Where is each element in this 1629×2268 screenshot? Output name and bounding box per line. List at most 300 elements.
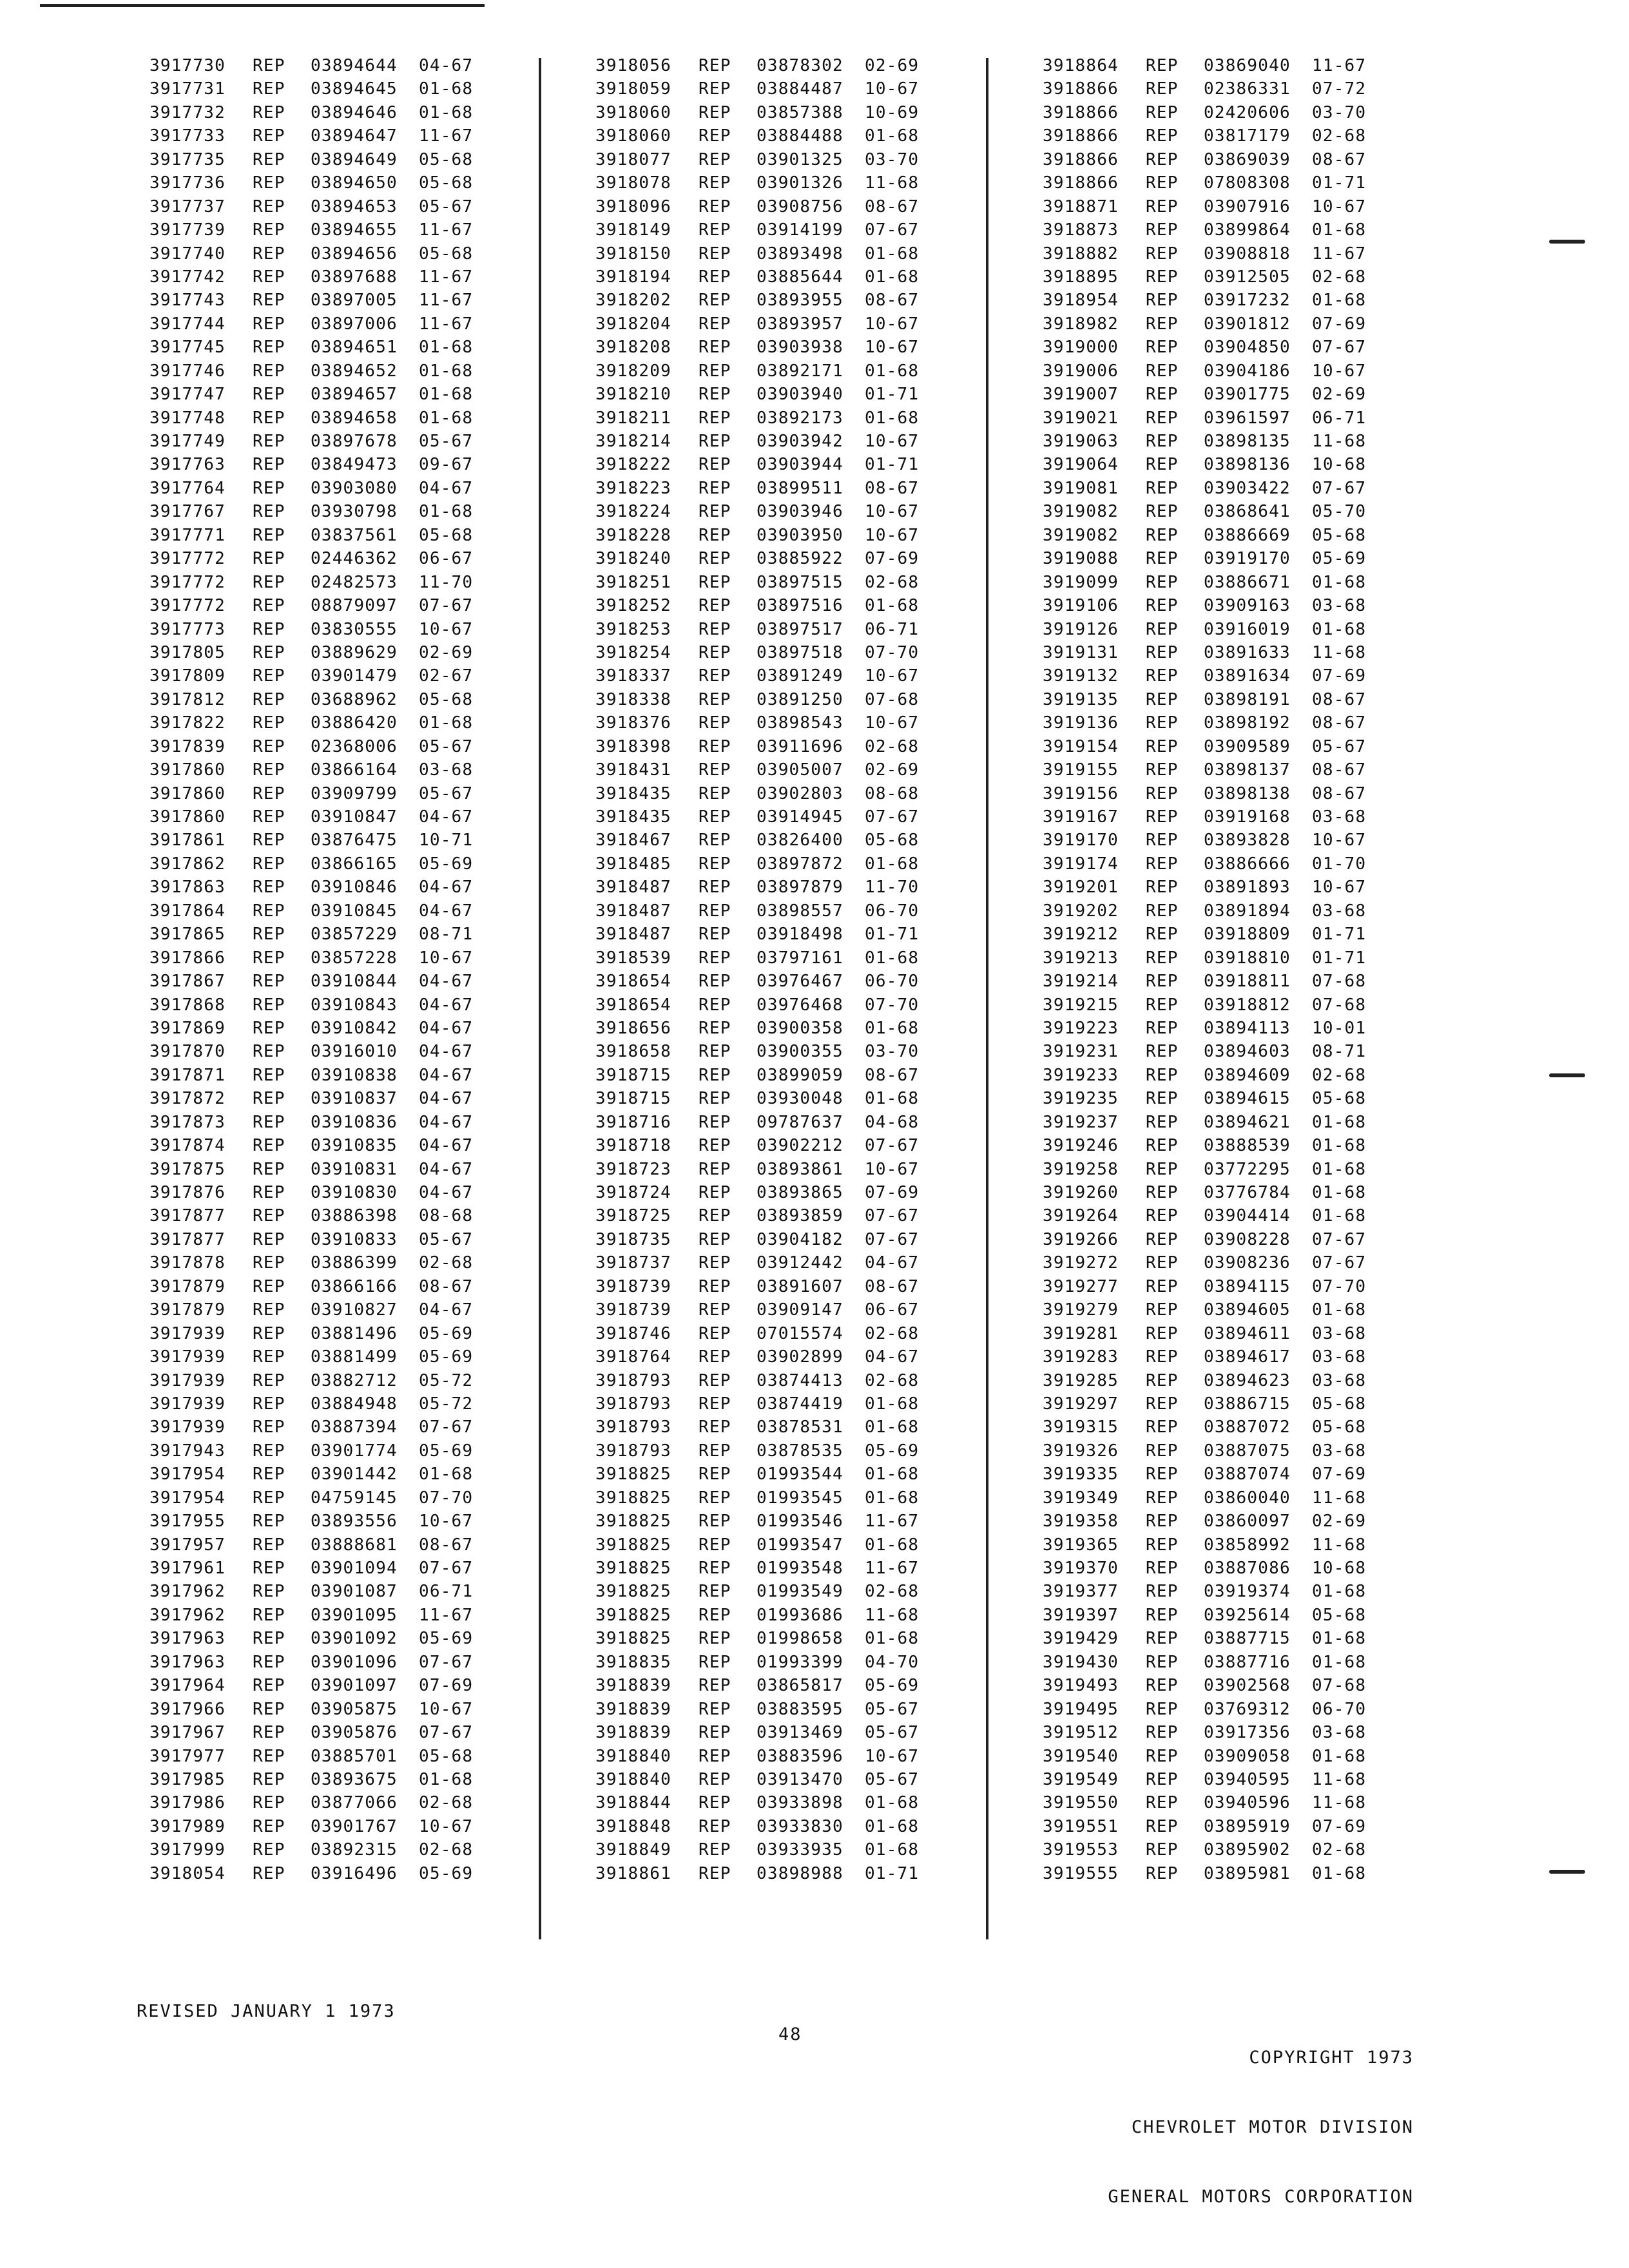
- part-number: 3918485: [595, 854, 671, 874]
- part-number: 3917763: [149, 455, 226, 475]
- rep-code: REP: [699, 925, 731, 945]
- table-row: [149, 1486, 601, 1510]
- rep-code: REP: [699, 972, 731, 992]
- effective-date: 05-68: [419, 173, 474, 193]
- part-number: 3919429: [1043, 1629, 1119, 1649]
- part-number: 3918194: [595, 267, 671, 287]
- effective-date: 11-67: [865, 1512, 920, 1532]
- rep-code: REP: [699, 1699, 731, 1719]
- effective-date: 01-68: [865, 1816, 920, 1836]
- table-row: [149, 1533, 601, 1557]
- effective-date: 08-67: [865, 197, 920, 216]
- part-number: 3919266: [1043, 1229, 1119, 1249]
- table-row: [1043, 1416, 1494, 1439]
- table-row: [149, 430, 601, 453]
- part-number: 3918223: [595, 478, 671, 498]
- replacement-number: 03901326: [757, 173, 843, 193]
- rep-code: REP: [253, 572, 285, 592]
- rep-code: REP: [699, 1229, 731, 1249]
- table-row: [149, 1510, 601, 1533]
- table-row: [595, 1791, 1046, 1814]
- rep-code: REP: [1146, 948, 1179, 968]
- part-number: 3918060: [595, 126, 671, 146]
- part-number: 3918251: [595, 572, 671, 592]
- rep-code: REP: [1146, 220, 1179, 240]
- effective-date: 10-67: [419, 1816, 474, 1836]
- table-row: [149, 852, 601, 876]
- rep-code: REP: [1146, 549, 1179, 569]
- table-row: [595, 336, 1046, 359]
- replacement-number: 03887715: [1204, 1629, 1291, 1649]
- effective-date: 08-71: [1312, 1042, 1367, 1062]
- table-row: [149, 1721, 601, 1744]
- replacement-number: 03902899: [757, 1347, 843, 1367]
- effective-date: 08-67: [1312, 689, 1367, 709]
- effective-date: 01-68: [865, 854, 920, 874]
- replacement-number: 07015574: [757, 1323, 843, 1343]
- effective-date: 05-68: [1312, 525, 1367, 545]
- effective-date: 08-67: [1312, 783, 1367, 803]
- part-number: 3918654: [595, 995, 671, 1015]
- replacement-number: 03910836: [311, 1112, 398, 1132]
- effective-date: 08-68: [419, 1206, 474, 1226]
- effective-date: 04-67: [419, 56, 474, 75]
- rep-code: REP: [699, 1465, 731, 1485]
- part-number: 3918839: [595, 1676, 671, 1696]
- table-row: [595, 1064, 1046, 1087]
- table-row: [149, 1416, 601, 1439]
- replacement-number: 03897515: [757, 572, 843, 592]
- table-row: [149, 1674, 601, 1697]
- effective-date: 10-71: [419, 831, 474, 850]
- rep-code: REP: [253, 713, 285, 733]
- effective-date: 04-67: [419, 878, 474, 898]
- replacement-number: 03918809: [1204, 925, 1291, 945]
- replacement-number: 03894656: [311, 244, 398, 264]
- replacement-number: 03901095: [311, 1605, 398, 1625]
- part-number: 3917773: [149, 619, 226, 639]
- effective-date: 07-67: [865, 220, 920, 240]
- table-row: [595, 1275, 1046, 1298]
- part-number: 3919063: [1043, 432, 1119, 451]
- replacement-number: 03797161: [757, 948, 843, 968]
- part-number: 3919170: [1043, 831, 1119, 850]
- table-row: [149, 1064, 601, 1087]
- effective-date: 10-67: [419, 948, 474, 968]
- table-row: [595, 1204, 1046, 1227]
- rep-code: REP: [253, 291, 285, 311]
- part-number: 3919549: [1043, 1769, 1119, 1789]
- rep-code: REP: [699, 1840, 731, 1860]
- table-row: [595, 1158, 1046, 1181]
- replacement-number: 03886420: [311, 713, 398, 733]
- rep-code: REP: [1146, 901, 1179, 921]
- table-row: [595, 1557, 1046, 1580]
- table-row: [1043, 336, 1494, 359]
- effective-date: 03-68: [1312, 596, 1367, 616]
- replacement-number: 03916019: [1204, 619, 1291, 639]
- rep-code: REP: [699, 126, 731, 146]
- rep-code: REP: [699, 1582, 731, 1602]
- rep-code: REP: [699, 1746, 731, 1766]
- table-row: [149, 312, 601, 336]
- effective-date: 10-69: [865, 102, 920, 122]
- rep-code: REP: [1146, 807, 1179, 827]
- table-row: [595, 1862, 1046, 1885]
- table-row: [1043, 171, 1494, 195]
- revised-date: REVISED JANUARY 1 1973: [137, 2001, 396, 2021]
- rep-code: REP: [699, 1488, 731, 1508]
- part-number: 3917860: [149, 807, 226, 827]
- part-number: 3918252: [595, 596, 671, 616]
- replacement-number: 03910831: [311, 1159, 398, 1179]
- table-row: [1043, 1087, 1494, 1110]
- replacement-number: 03869039: [1204, 149, 1291, 169]
- table-row: [595, 594, 1046, 617]
- effective-date: 05-67: [1312, 736, 1367, 756]
- rep-code: REP: [1146, 1253, 1179, 1273]
- table-row: [1043, 430, 1494, 453]
- part-number: 3919081: [1043, 478, 1119, 498]
- rep-code: REP: [253, 1816, 285, 1836]
- replacement-number: 03894645: [311, 79, 398, 99]
- rep-code: REP: [699, 220, 731, 240]
- effective-date: 07-69: [1312, 1465, 1367, 1485]
- part-number: 3918866: [1043, 126, 1119, 146]
- part-number: 3917939: [149, 1418, 226, 1437]
- part-number: 3917954: [149, 1465, 226, 1485]
- part-number: 3918825: [595, 1629, 671, 1649]
- copyright-line: GENERAL MOTORS CORPORATION: [1108, 2187, 1414, 2207]
- table-row: [149, 453, 601, 476]
- column-divider-2: [986, 58, 988, 1939]
- rep-code: REP: [699, 1441, 731, 1461]
- rep-code: REP: [253, 1699, 285, 1719]
- table-row: [1043, 1251, 1494, 1274]
- part-number: 3917744: [149, 314, 226, 334]
- rep-code: REP: [699, 432, 731, 451]
- table-row: [595, 1439, 1046, 1463]
- part-number: 3918078: [595, 173, 671, 193]
- rep-code: REP: [699, 878, 731, 898]
- rep-code: REP: [699, 1629, 731, 1649]
- effective-date: 10-67: [865, 338, 920, 358]
- replacement-number: 03895902: [1204, 1840, 1291, 1860]
- part-number: 3918793: [595, 1394, 671, 1414]
- part-number: 3919223: [1043, 1018, 1119, 1038]
- rep-code: REP: [699, 642, 731, 662]
- rep-code: REP: [253, 220, 285, 240]
- part-number: 3919297: [1043, 1394, 1119, 1414]
- replacement-number: 03894617: [1204, 1347, 1291, 1367]
- rep-code: REP: [1146, 126, 1179, 146]
- effective-date: 10-67: [1312, 361, 1367, 381]
- effective-date: 01-68: [1312, 1863, 1367, 1883]
- table-row: [1043, 1369, 1494, 1392]
- replacement-number: 03903950: [757, 525, 843, 545]
- part-number: 3919285: [1043, 1370, 1119, 1390]
- rep-code: REP: [1146, 1699, 1179, 1719]
- rep-code: REP: [1146, 1300, 1179, 1320]
- replacement-number: 03769312: [1204, 1699, 1291, 1719]
- rep-code: REP: [699, 1512, 731, 1532]
- rep-code: REP: [253, 1582, 285, 1602]
- part-number: 3917957: [149, 1535, 226, 1555]
- effective-date: 05-68: [419, 1746, 474, 1766]
- table-row: [595, 265, 1046, 289]
- part-number: 3917822: [149, 713, 226, 733]
- replacement-number: 03894655: [311, 220, 398, 240]
- replacement-number: 03883596: [757, 1746, 843, 1766]
- replacement-number: 03910845: [311, 901, 398, 921]
- effective-date: 04-67: [419, 1183, 474, 1202]
- effective-date: 11-70: [419, 572, 474, 592]
- table-row: [1043, 1721, 1494, 1744]
- effective-date: 05-67: [419, 783, 474, 803]
- part-number: 3917764: [149, 478, 226, 498]
- replacement-number: 03891633: [1204, 642, 1291, 662]
- effective-date: 01-71: [1312, 173, 1367, 193]
- table-row: [595, 1392, 1046, 1416]
- rep-code: REP: [253, 267, 285, 287]
- rep-code: REP: [1146, 666, 1179, 686]
- replacement-number: 03886399: [311, 1253, 398, 1273]
- table-row: [1043, 265, 1494, 289]
- rep-code: REP: [1146, 1018, 1179, 1038]
- table-row: [595, 1604, 1046, 1627]
- part-number: 3919082: [1043, 525, 1119, 545]
- rep-code: REP: [699, 995, 731, 1015]
- table-row: [1043, 124, 1494, 148]
- rep-code: REP: [1146, 314, 1179, 334]
- part-number: 3918735: [595, 1229, 671, 1249]
- rep-code: REP: [1146, 291, 1179, 311]
- table-row: [1043, 477, 1494, 500]
- part-number: 3919064: [1043, 455, 1119, 475]
- replacement-number: 03897688: [311, 267, 398, 287]
- table-row: [595, 1510, 1046, 1533]
- part-number: 3918096: [595, 197, 671, 216]
- table-row: [149, 289, 601, 312]
- table-row: [595, 383, 1046, 406]
- effective-date: 05-68: [1312, 1394, 1367, 1414]
- rep-code: REP: [1146, 1652, 1179, 1672]
- replacement-number: 03897872: [757, 854, 843, 874]
- rep-code: REP: [253, 1276, 285, 1296]
- replacement-number: 03898988: [757, 1863, 843, 1883]
- replacement-number: 03887716: [1204, 1652, 1291, 1672]
- part-number: 3919201: [1043, 878, 1119, 898]
- scan-mark: [1549, 1073, 1585, 1077]
- table-row: [149, 195, 601, 218]
- replacement-number: 03901094: [311, 1559, 398, 1578]
- table-row: [1043, 1533, 1494, 1557]
- rep-code: REP: [253, 1863, 285, 1883]
- effective-date: 10-67: [865, 432, 920, 451]
- table-row: [1043, 242, 1494, 265]
- rep-code: REP: [699, 1253, 731, 1273]
- effective-date: 01-68: [1312, 619, 1367, 639]
- table-row: [149, 1181, 601, 1204]
- effective-date: 01-68: [865, 1840, 920, 1860]
- part-number: 3918656: [595, 1018, 671, 1038]
- part-number: 3918954: [1043, 291, 1119, 311]
- rep-code: REP: [699, 79, 731, 99]
- replacement-number: 03912442: [757, 1253, 843, 1273]
- effective-date: 10-67: [1312, 831, 1367, 850]
- table-row: [149, 1322, 601, 1345]
- rep-code: REP: [253, 1394, 285, 1414]
- part-number: 3918835: [595, 1652, 671, 1672]
- effective-date: 01-68: [1312, 1746, 1367, 1766]
- replacement-number: 03976467: [757, 972, 843, 992]
- replacement-number: 03893498: [757, 244, 843, 264]
- effective-date: 07-70: [865, 642, 920, 662]
- rep-code: REP: [253, 1535, 285, 1555]
- replacement-number: 03908818: [1204, 244, 1291, 264]
- replacement-number: 03900358: [757, 1018, 843, 1038]
- rep-code: REP: [1146, 1089, 1179, 1109]
- replacement-number: 03910842: [311, 1018, 398, 1038]
- replacement-number: 03868641: [1204, 502, 1291, 522]
- rep-code: REP: [253, 995, 285, 1015]
- part-number: 3918149: [595, 220, 671, 240]
- replacement-number: 03901775: [1204, 385, 1291, 405]
- effective-date: 01-68: [865, 1793, 920, 1813]
- part-number: 3917732: [149, 102, 226, 122]
- rep-code: REP: [253, 478, 285, 498]
- table-row: [1043, 1345, 1494, 1369]
- table-row: [149, 1158, 601, 1181]
- table-row: [149, 265, 601, 289]
- rep-code: REP: [253, 244, 285, 264]
- rep-code: REP: [1146, 1441, 1179, 1461]
- rep-code: REP: [699, 1769, 731, 1789]
- table-row: [1043, 1698, 1494, 1721]
- part-number: 3917748: [149, 408, 226, 428]
- part-number: 3919237: [1043, 1112, 1119, 1132]
- part-number: 3919099: [1043, 572, 1119, 592]
- replacement-number: 02446362: [311, 549, 398, 569]
- part-number: 3918204: [595, 314, 671, 334]
- rep-code: REP: [253, 102, 285, 122]
- rep-code: REP: [253, 689, 285, 709]
- part-number: 3917955: [149, 1512, 226, 1532]
- rep-code: REP: [699, 1535, 731, 1555]
- replacement-number: 03905007: [757, 760, 843, 780]
- part-number: 3918825: [595, 1535, 671, 1555]
- effective-date: 07-69: [1312, 1816, 1367, 1836]
- rep-code: REP: [1146, 1488, 1179, 1508]
- part-number: 3919007: [1043, 385, 1119, 405]
- table-row: [1043, 1862, 1494, 1885]
- parts-column-2: [595, 54, 1046, 1885]
- effective-date: 06-71: [419, 1582, 474, 1602]
- rep-code: REP: [1146, 1863, 1179, 1883]
- rep-code: REP: [253, 854, 285, 874]
- replacement-number: 03894605: [1204, 1300, 1291, 1320]
- replacement-number: 03858992: [1204, 1535, 1291, 1555]
- table-row: [149, 947, 601, 970]
- rep-code: REP: [699, 854, 731, 874]
- effective-date: 01-68: [1312, 1159, 1367, 1179]
- replacement-number: 03886671: [1204, 572, 1291, 592]
- part-number: 3918718: [595, 1136, 671, 1156]
- part-number: 3917731: [149, 79, 226, 99]
- effective-date: 01-68: [865, 1394, 920, 1414]
- part-number: 3917939: [149, 1347, 226, 1367]
- effective-date: 01-71: [865, 1863, 920, 1883]
- part-number: 3918716: [595, 1112, 671, 1132]
- part-number: 3918715: [595, 1065, 671, 1085]
- part-number: 3917730: [149, 56, 226, 75]
- table-row: [149, 171, 601, 195]
- rep-code: REP: [1146, 478, 1179, 498]
- replacement-number: 03894621: [1204, 1112, 1291, 1132]
- part-number: 3919126: [1043, 619, 1119, 639]
- replacement-number: 03885644: [757, 267, 843, 287]
- effective-date: 07-68: [1312, 972, 1367, 992]
- replacement-number: 03893828: [1204, 831, 1291, 850]
- replacement-number: 03893957: [757, 314, 843, 334]
- part-number: 3918210: [595, 385, 671, 405]
- rep-code: REP: [253, 972, 285, 992]
- replacement-number: 03919374: [1204, 1582, 1291, 1602]
- rep-code: REP: [1146, 1723, 1179, 1743]
- effective-date: 05-68: [419, 689, 474, 709]
- rep-code: REP: [1146, 244, 1179, 264]
- table-row: [149, 1369, 601, 1392]
- rep-code: REP: [699, 478, 731, 498]
- part-number: 3917877: [149, 1206, 226, 1226]
- replacement-number: 03881499: [311, 1347, 398, 1367]
- replacement-number: 03909058: [1204, 1746, 1291, 1766]
- rep-code: REP: [253, 1206, 285, 1226]
- part-number: 3917966: [149, 1699, 226, 1719]
- effective-date: 02-69: [865, 56, 920, 75]
- part-number: 3919000: [1043, 338, 1119, 358]
- effective-date: 01-68: [865, 267, 920, 287]
- table-row: [1043, 1580, 1494, 1603]
- replacement-number: 03901812: [1204, 314, 1291, 334]
- effective-date: 02-67: [419, 666, 474, 686]
- replacement-number: 03899511: [757, 478, 843, 498]
- table-row: [595, 641, 1046, 664]
- effective-date: 01-68: [865, 1465, 920, 1485]
- rep-code: REP: [1146, 1746, 1179, 1766]
- replacement-number: 03894623: [1204, 1370, 1291, 1390]
- effective-date: 02-69: [1312, 1512, 1367, 1532]
- rep-code: REP: [699, 1300, 731, 1320]
- part-number: 3918214: [595, 432, 671, 451]
- effective-date: 06-67: [419, 549, 474, 569]
- replacement-number: 03901087: [311, 1582, 398, 1602]
- replacement-number: 03910847: [311, 807, 398, 827]
- effective-date: 08-67: [865, 1276, 920, 1296]
- rep-code: REP: [699, 948, 731, 968]
- table-row: [1043, 547, 1494, 570]
- replacement-number: 03940595: [1204, 1769, 1291, 1789]
- effective-date: 05-67: [419, 432, 474, 451]
- part-number: 3917812: [149, 689, 226, 709]
- rep-code: REP: [1146, 783, 1179, 803]
- rep-code: REP: [1146, 972, 1179, 992]
- part-number: 3919213: [1043, 948, 1119, 968]
- part-number: 3917767: [149, 502, 226, 522]
- effective-date: 11-67: [419, 126, 474, 146]
- rep-code: REP: [253, 736, 285, 756]
- replacement-number: 03910833: [311, 1229, 398, 1249]
